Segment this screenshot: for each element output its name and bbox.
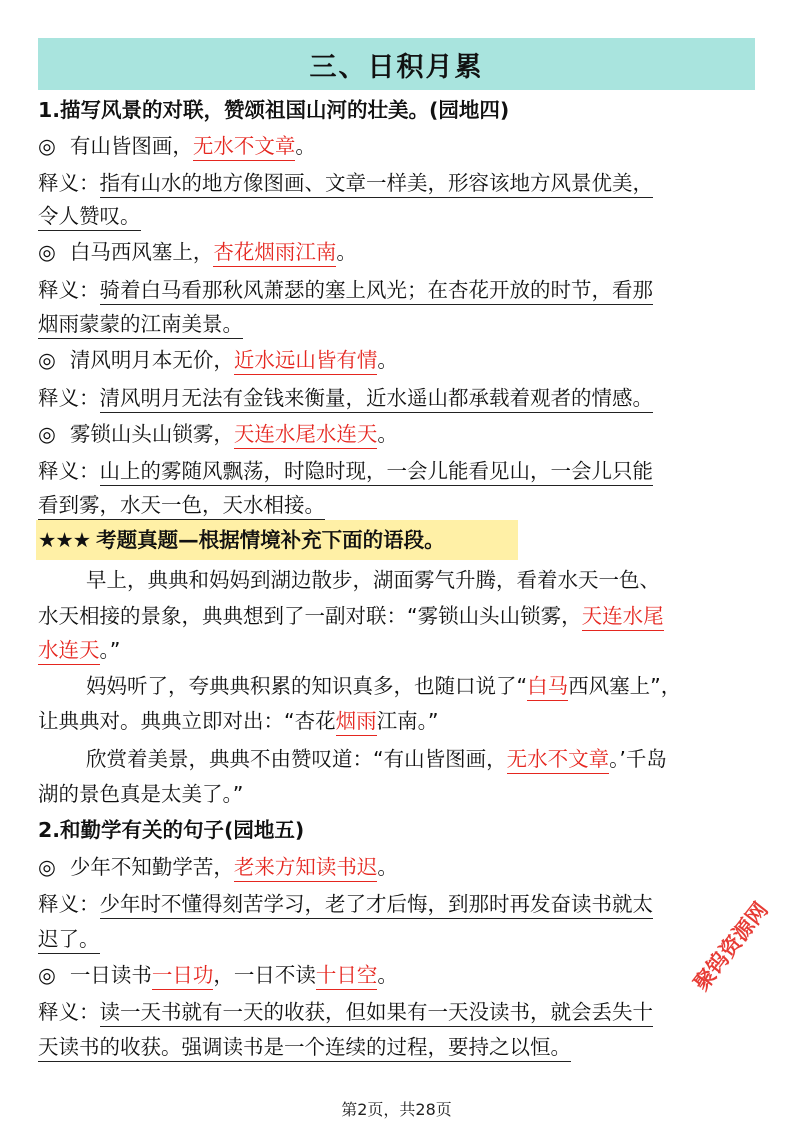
explanation-4-cont: 看到雾，水天一色，天水相接。 <box>38 491 325 519</box>
section-title-bar <box>38 38 755 90</box>
page-number: 第2页，共28页 <box>341 1100 452 1119</box>
couplet-2: ◎ 白马西风塞上，杏花烟雨江南。 <box>38 238 357 266</box>
answer-text: 天连水尾 <box>582 604 664 631</box>
bullet-icon: ◎ <box>38 134 56 158</box>
answer-text: 无水不文章 <box>193 134 296 161</box>
couplet-3: ◎ 清风明月本无价，近水远山皆有情。 <box>38 346 398 374</box>
answer-text: 烟雨 <box>336 709 377 736</box>
exam-para2-line2: 让典典对。典典立即对出：“杏花烟雨江南。” <box>38 707 439 735</box>
explanation-6: 释义：读一天书就有一天的收获，但如果有一天没读书，就会丢失十 <box>38 998 653 1026</box>
explanation-6-cont: 天读书的收获。强调读书是一个连续的过程，要持之以恒。 <box>38 1033 571 1061</box>
bullet-icon: ◎ <box>38 348 56 372</box>
answer-text: 十日空 <box>316 963 378 990</box>
exam-para2-line1: 妈妈听了，夸典典积累的知识真多，也随口说了“白马西风塞上”， <box>86 672 681 700</box>
page-title: 三、日积月累 <box>309 51 484 83</box>
proverb-1: ◎ 少年不知勤学苦，老来方知读书迟。 <box>38 853 398 881</box>
couplet-4: ◎ 雾锁山头山锁雾，天连水尾水连天。 <box>38 420 398 448</box>
exam-para3-line1: 欣赏着美景，典典不由赞叹道：“有山皆图画，无水不文章。’千岛 <box>86 745 667 773</box>
explanation-5: 释义：少年时不懂得刻苦学习，老了才后悔，到那时再发奋读书就太 <box>38 890 653 918</box>
answer-text: 杏花烟雨江南 <box>213 240 336 267</box>
explanation-5-cont: 迟了。 <box>38 925 100 953</box>
watermark-logo: 聚钨资源网 <box>689 897 773 996</box>
exam-para1-line3: 水连天。” <box>38 636 120 664</box>
bullet-icon: ◎ <box>38 963 56 987</box>
exam-para1-line2: 水天相接的景象，典典想到了一副对联：“雾锁山头山锁雾，天连水尾 <box>38 602 664 630</box>
bullet-icon: ◎ <box>38 422 56 446</box>
couplet-1: ◎ 有山皆图画，无水不文章。 <box>38 132 316 160</box>
explanation-2: 释义：骑着白马看那秋风萧瑟的塞上风光；在杏花开放的时节，看那 <box>38 276 653 304</box>
exam-para3-line2: 湖的景色真是太美了。” <box>38 782 244 806</box>
proverb-2: ◎ 一日读书一日功，一日不读十日空。 <box>38 961 398 989</box>
section2-heading: 2.和勤学有关的句子(园地五) <box>38 818 305 842</box>
explanation-4: 释义：山上的雾随风飘荡，时隐时现，一会儿能看见山，一会儿只能 <box>38 457 653 485</box>
answer-text: 老来方知读书迟 <box>234 855 378 882</box>
explanation-1: 释义：指有山水的地方像图画、文章一样美，形容该地方风景优美， <box>38 169 653 197</box>
star-icon: ★★★ <box>38 528 91 552</box>
answer-text: 水连天 <box>38 638 100 665</box>
explanation-3: 释义：清风明月无法有金钱来衡量，近水遥山都承载着观者的情感。 <box>38 384 653 412</box>
exam-para1-line1: 早上，典典和妈妈到湖边散步，湖面雾气升腾，看着水天一色、 <box>86 568 660 592</box>
answer-text: 近水远山皆有情 <box>234 348 378 375</box>
answer-text: 白马 <box>527 674 568 701</box>
bullet-icon: ◎ <box>38 240 56 264</box>
answer-text: 天连水尾水连天 <box>234 422 378 449</box>
bullet-icon: ◎ <box>38 855 56 879</box>
explanation-2-cont: 烟雨蒙蒙的江南美景。 <box>38 310 243 338</box>
section1-heading: 1.描写风景的对联，赞颂祖国山河的壮美。(园地四) <box>38 98 510 122</box>
exam-heading: ★★★ 考题真题—根据情境补充下面的语段。 <box>38 528 445 552</box>
explanation-1-cont: 令人赞叹。 <box>38 202 141 230</box>
answer-text: 一日功 <box>152 963 214 990</box>
answer-text: 无水不文章 <box>507 747 610 774</box>
